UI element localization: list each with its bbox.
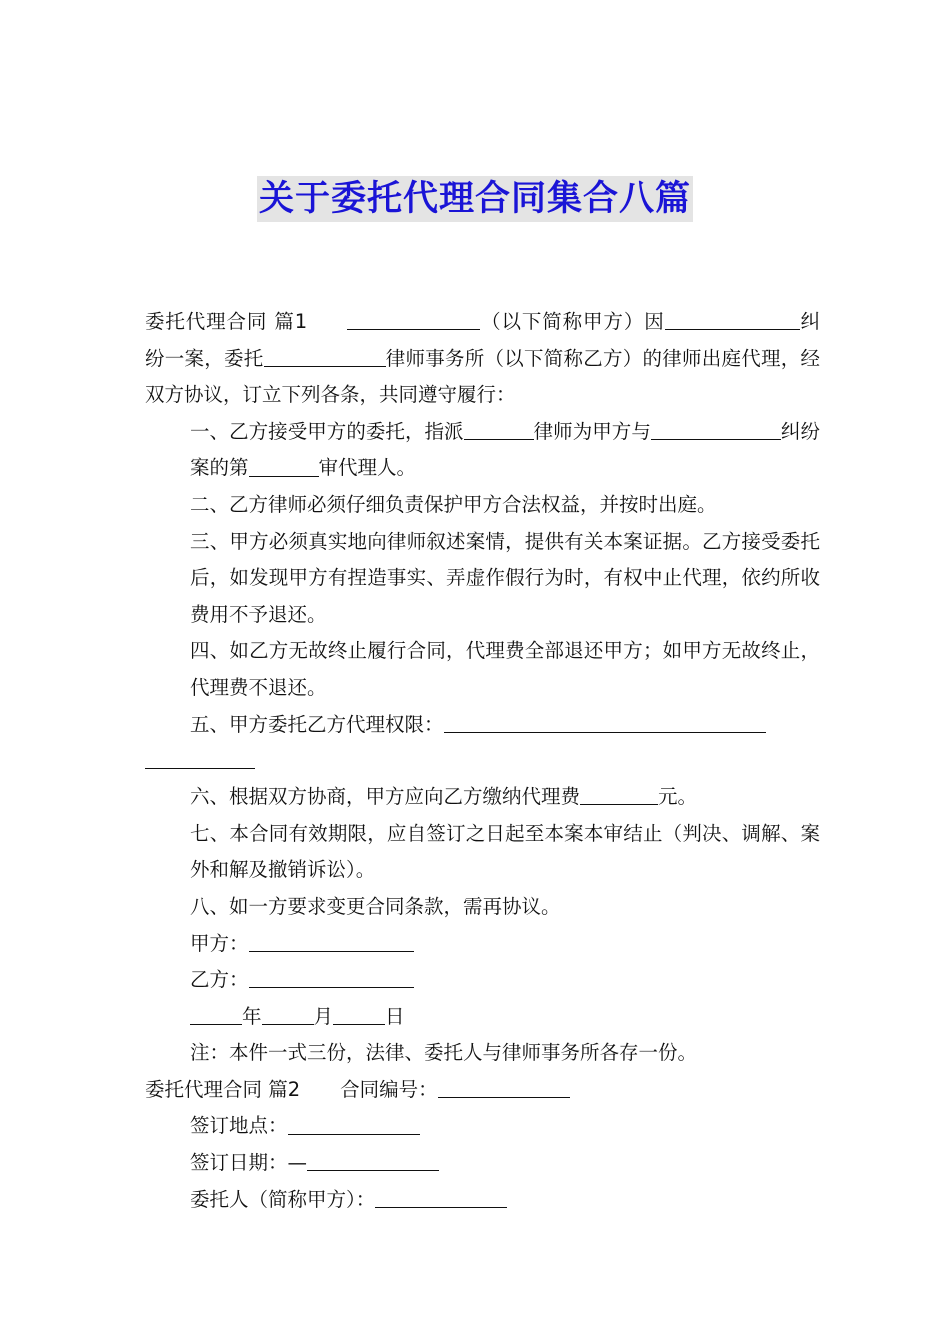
clause-5-continuation xyxy=(145,743,820,779)
contract-1-heading: 委托代理合同 篇1 xyxy=(145,310,308,333)
client-line: 委托人（简称甲方）： xyxy=(145,1182,820,1219)
blank-day xyxy=(333,1005,385,1026)
note: 注：本件一式三份，法律、委托人与律师事务所各存一份。 xyxy=(190,1041,698,1065)
blank-instance xyxy=(249,456,319,477)
blank-authority-cont xyxy=(145,749,255,770)
blank-opponent-b xyxy=(739,420,781,441)
date-line: 年 月 日 xyxy=(145,999,820,1036)
clause-2: 二、乙方律师必须仔细负责保护甲方合法权益，并按时出庭。 xyxy=(190,492,717,516)
blank-sign-place xyxy=(288,1114,420,1135)
blank-client xyxy=(375,1187,507,1208)
party-b-line: 乙方： xyxy=(145,962,820,999)
blank-opponent-a xyxy=(651,420,739,441)
blank-party-b-sign xyxy=(249,968,414,989)
document-body xyxy=(145,304,820,1218)
clause-7: 七、本合同有效期限，应自签订之日起至本案本审结止（判决、调解、案外和解及撤销诉讼）。 xyxy=(190,821,820,882)
sign-date-line: 签订日期：— xyxy=(145,1145,820,1182)
blank-lawyer xyxy=(464,420,534,441)
contract-2-header: 委托代理合同 篇2 合同编号： xyxy=(145,1072,820,1109)
blank-dispute-1a xyxy=(665,310,770,331)
clause-6: 六、根据双方协商，甲方应向乙方缴纳代理费 元。 xyxy=(190,785,698,809)
clause-4: 四、如乙方无故终止履行合同，代理费全部退还甲方；如甲方无故终止，代理费不退还。 xyxy=(190,639,820,699)
blank-party-a xyxy=(347,310,480,331)
document-title: 关于委托代理合同集合八篇 xyxy=(257,176,693,222)
clause-8: 八、如一方要求变更合同条款，需再协议。 xyxy=(190,894,561,918)
blank-fee xyxy=(580,785,658,806)
contract-2-heading: 委托代理合同 篇2 xyxy=(145,1077,301,1101)
sign-place-line: 签订地点： xyxy=(145,1108,820,1145)
title-container xyxy=(0,176,950,222)
party-a-line: 甲方： xyxy=(145,926,820,963)
blank-year xyxy=(190,1005,242,1026)
contract-1-intro: 委托代理合同 篇1 （以下简称甲方）因 纠纷一案，委托 律师事务所（以下简称乙方）的律师出庭代理，经双方协议，订立下列各条，共同遵守履行： xyxy=(145,310,820,407)
blank-authority xyxy=(444,712,766,733)
blank-month xyxy=(262,1005,314,1026)
blank-law-firm xyxy=(264,346,386,367)
blank-party-a-sign xyxy=(249,931,414,952)
clause-5: 五、甲方委托乙方代理权限： xyxy=(145,707,820,744)
blank-dispute-1b xyxy=(770,310,800,331)
clause-1: 一、乙方接受甲方的委托，指派 律师为甲方与 纠纷案的第 审代理人。 xyxy=(190,419,820,480)
blank-sign-date xyxy=(307,1151,439,1172)
blank-contract-no xyxy=(438,1078,570,1099)
clause-3: 三、甲方必须真实地向律师叙述案情，提供有关本案证据。乙方接受委托后，如发现甲方有捏造事实、弄虚作假行为时，有权中止代理，依约所收费用不予退还。 xyxy=(190,529,820,626)
